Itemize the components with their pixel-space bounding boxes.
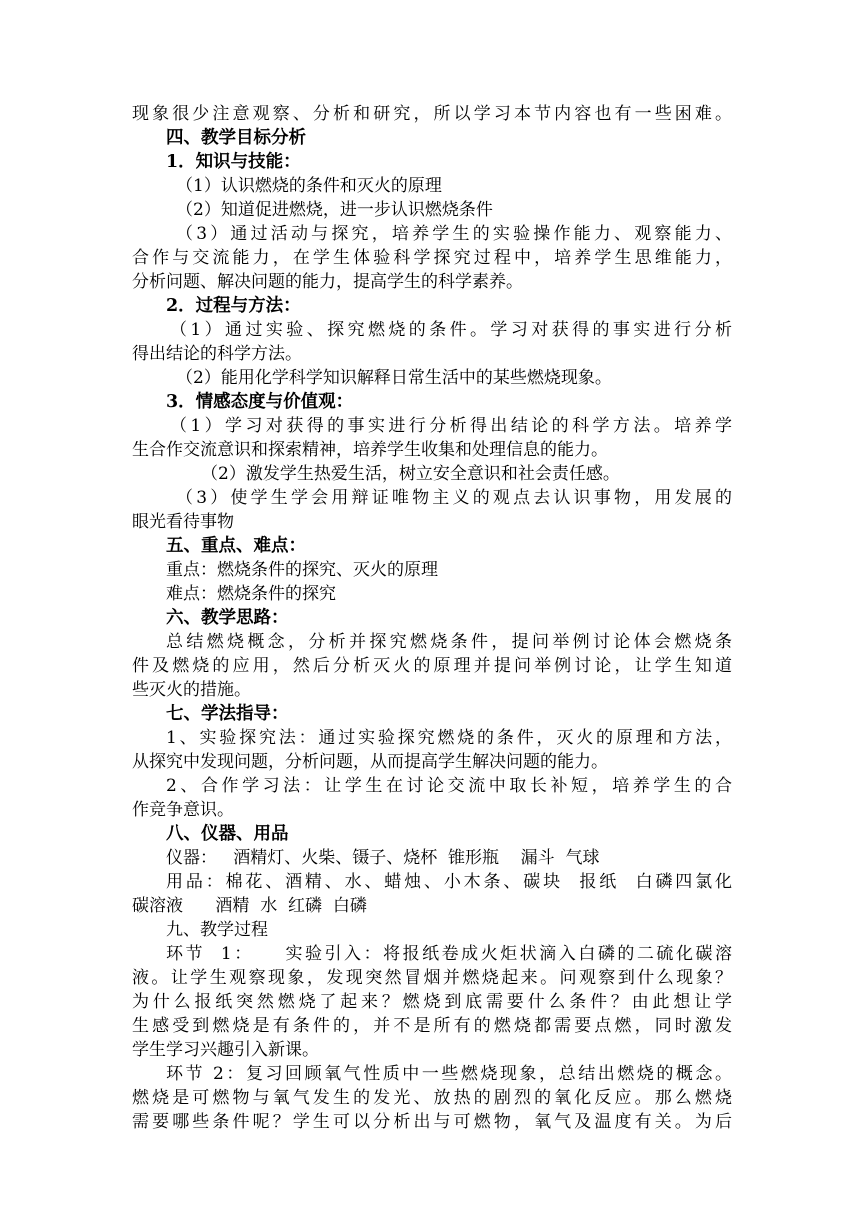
text-line: （2）能用化学科学知识解释日常生活中的某些燃烧现象。 [176,368,612,388]
section-heading: 八、仪器、用品 [166,824,289,844]
text-line: 学生学习兴趣引入新课。 [132,1040,319,1060]
text-line: 得出结论的科学方法。 [132,344,302,364]
text-line: 环节 2：复习回顾氧气性质中一些燃烧现象，总结出燃烧的概念。 [166,1064,732,1084]
section-heading: 六、教学思路： [166,608,289,628]
text-line: 用品：棉花、酒精、水、蜡烛、小木条、碳块 报纸 白磷四氯化 [166,872,732,892]
text-line: 从探究中发现问题，分析问题，从而提高学生解决问题的能力。 [132,752,608,772]
text-line: 生感受到燃烧是有条件的，并不是所有的燃烧都需要点燃，同时激发 [132,1016,732,1036]
section-heading: 九、教学过程 [166,920,268,940]
section-heading: 七、学法指导： [166,704,289,724]
text-line: 燃烧是可燃物与氧气发生的发光、放热的剧烈的氧化反应。那么燃烧 [132,1088,732,1108]
subsection-heading: 1．知识与技能： [166,152,301,172]
text-line: （1）学习对获得的事实进行分析得出结论的科学方法。培养学 [170,416,732,436]
section-heading: 五、重点、难点： [166,536,306,556]
text-line: （3）通过活动与探究，培养学生的实验操作能力、观察能力、 [176,224,732,244]
text-line: 为什么报纸突然燃烧了起来？燃烧到底需要什么条件？由此想让学 [132,992,732,1012]
text-line: 仪器： 酒精灯、火柴、镊子、烧杯 锥形瓶 漏斗 气球 [166,848,600,868]
text-line: 分析问题、解决问题的能力，提高学生的科学素养。 [132,272,523,292]
text-line: （1）通过实验、探究燃烧的条件。学习对获得的事实进行分析 [170,320,732,340]
text-line: 件及燃烧的应用，然后分析灭火的原理并提问举例讨论，让学生知道 [132,656,732,676]
text-line: （2）知道促进燃烧，进一步认识燃烧条件 [176,200,493,220]
text-line: 现象很少注意观察、分析和研究，所以学习本节内容也有一些困难。 [132,104,732,124]
text-line: （1）认识燃烧的条件和灭火的原理 [176,176,442,196]
text-line: 些灭火的措施。 [132,680,251,700]
text-line: （2）激发学生热爱生活，树立安全意识和社会责任感。 [201,464,620,484]
text-line: 重点：燃烧条件的探究、灭火的原理 [166,560,438,580]
text-line: 难点：燃烧条件的探究 [166,584,336,604]
text-line: 作竞争意识。 [132,800,234,820]
text-line: 1、实验探究法：通过实验探究燃烧的条件，灭火的原理和方法， [166,728,732,748]
text-line: 液。让学生观察现象，发现突然冒烟并燃烧起来。问观察到什么现象？ [132,968,732,988]
text-line: 2、合作学习法：让学生在讨论交流中取长补短，培养学生的合 [166,776,732,796]
text-line: 碳溶液 酒精 水 红磷 白磷 [132,896,367,916]
text-line: （3）使学生学会用辩证唯物主义的观点去认识事物，用发展的 [176,488,732,508]
text-line: 合作与交流能力，在学生体验科学探究过程中，培养学生思维能力， [132,248,732,268]
text-line: 眼光看待事物 [132,512,234,532]
subsection-heading: 2．过程与方法： [166,296,301,316]
section-heading: 四、教学目标分析 [166,128,306,148]
text-line: 需要哪些条件呢？学生可以分析出与可燃物，氧气及温度有关。为后 [132,1112,732,1132]
text-line: 总结燃烧概念，分析并探究燃烧条件，提问举例讨论体会燃烧条 [166,632,732,652]
text-line: 生合作交流意识和探索精神，培养学生收集和处理信息的能力。 [132,440,608,460]
text-line: 环节 1： 实验引入：将报纸卷成火炬状滴入白磷的二硫化碳溶 [166,944,732,964]
subsection-heading: 3．情感态度与价值观： [166,392,354,412]
